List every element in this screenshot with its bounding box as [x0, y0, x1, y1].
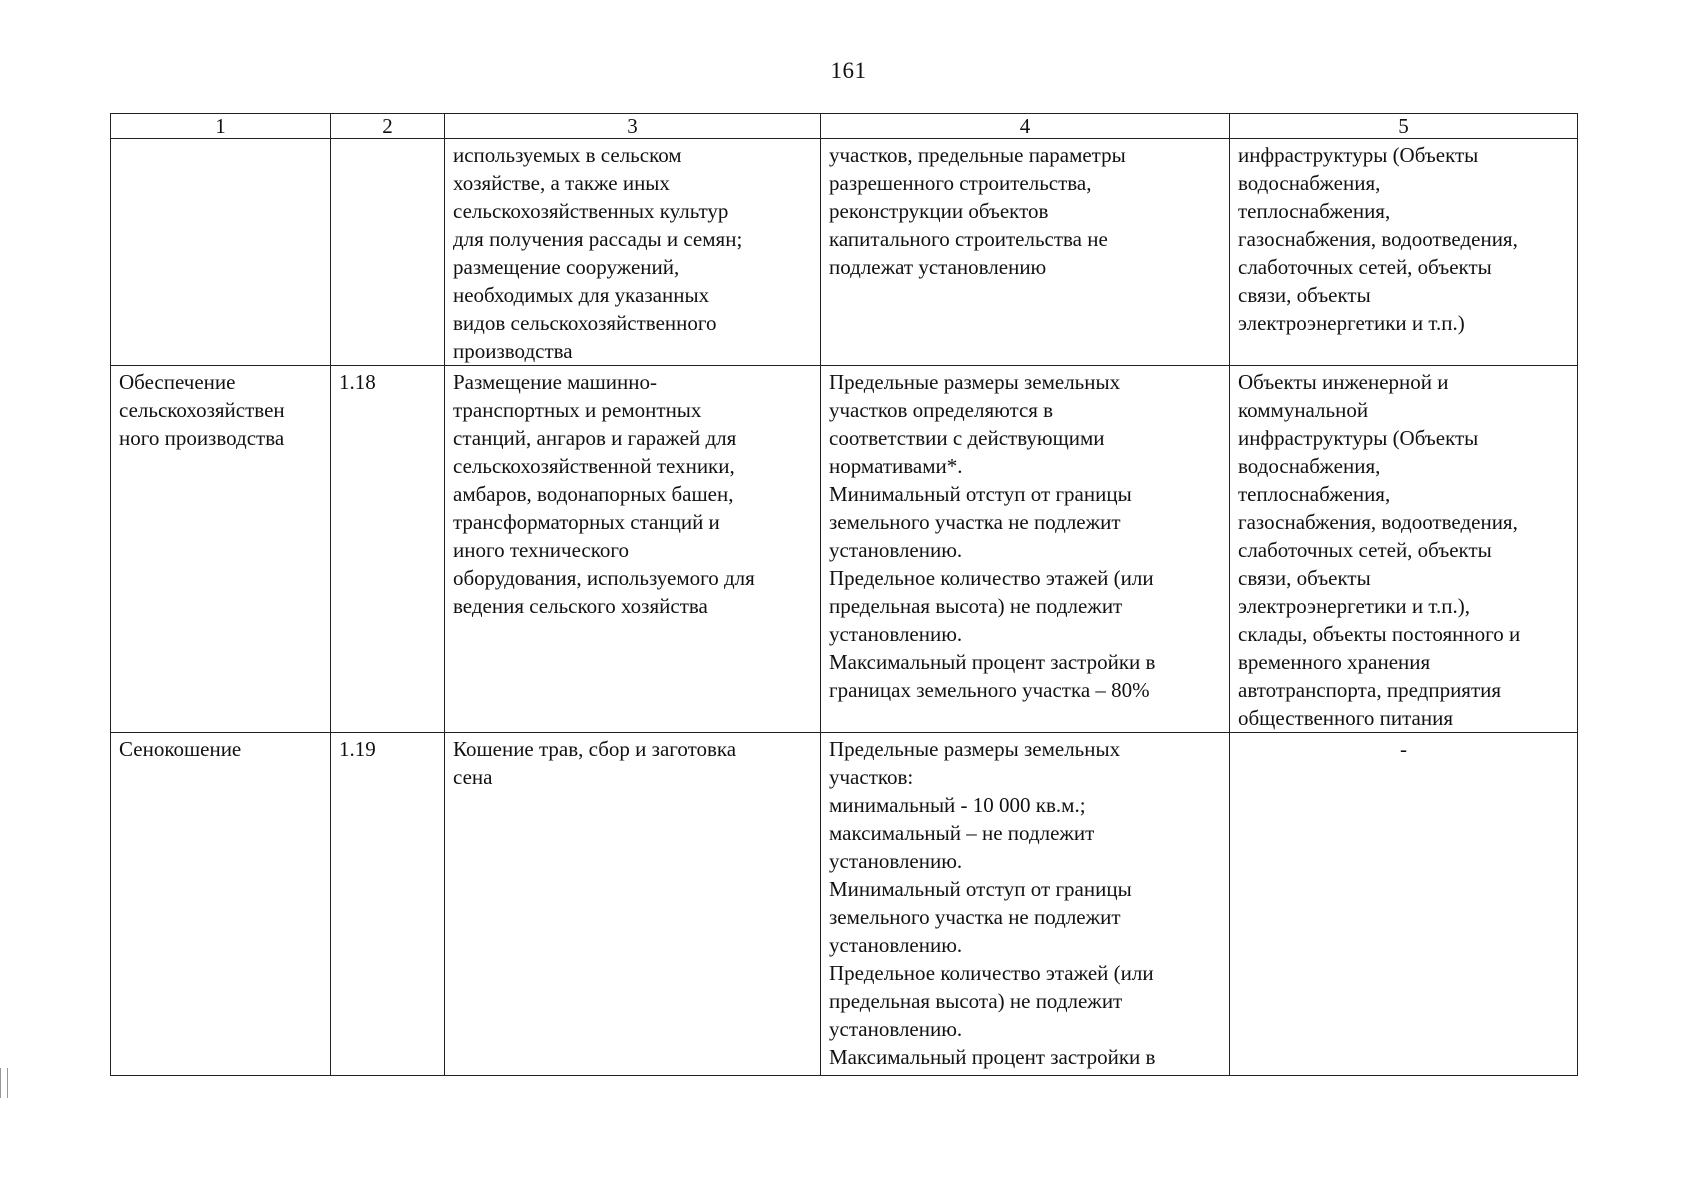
table-row: [111, 366, 1578, 733]
column-header-5: 5: [1230, 114, 1578, 139]
land-use-code-cell: 1.18: [331, 366, 445, 733]
column-header-2: 2: [331, 114, 445, 139]
table-row: [111, 733, 1578, 1076]
column-header-1: 1: [111, 114, 331, 139]
zoning-table: [110, 113, 1578, 1076]
parameters-cell: Предельные размеры земельных участков определяются в соответствии с действующими нормативами*. Минимальный отступ от границы земельного участка не подлежит установлению. Предельное количество этажей (или предельная высота) не подлежит установлению. Максимальный процент застройки в границах земельного участка – 80%: [821, 366, 1230, 733]
auxiliary-uses-cell: -: [1230, 733, 1578, 1076]
land-use-name-cell: [111, 139, 331, 366]
description-cell: Размещение машинно- транспортных и ремонтных станций, ангаров и гаражей для сельскохозяйственной техники, амбаров, водонапорных башен, трансформаторных станций и иного технического оборудования, используемого для ведения сельского хозяйства: [445, 366, 821, 733]
auxiliary-uses-cell: Объекты инженерной и коммунальной инфраструктуры (Объекты водоснабжения, теплоснабжения, газоснабжения, водоотведения, слаботочных сетей, объекты связи, объекты электроэнергетики и т.п.), склады, объекты постоянного и временного хранения автотранспорта, предприятия общественного питания: [1230, 366, 1578, 733]
land-use-name-cell: Сенокошение: [111, 733, 331, 1076]
column-header-3: 3: [445, 114, 821, 139]
parameters-cell: Предельные размеры земельных участков: минимальный - 10 000 кв.м.; максимальный – не подлежит установлению. Минимальный отступ от границы земельного участка не подлежит установлению. Предельное количество этажей (или предельная высота) не подлежит установлению. Максимальный процент застройки в: [821, 733, 1230, 1076]
land-use-name-cell: Обеспечение сельскохозяйствен ного производства: [111, 366, 331, 733]
page-number: 161: [830, 58, 867, 83]
column-header-4: 4: [821, 114, 1230, 139]
table-row: [111, 139, 1578, 366]
parameters-cell: участков, предельные параметры разрешенного строительства, реконструкции объектов капитального строительства не подлежат установлению: [821, 139, 1230, 366]
auxiliary-uses-cell: инфраструктуры (Объекты водоснабжения, теплоснабжения, газоснабжения, водоотведения, слаботочных сетей, объекты связи, объекты электроэнергетики и т.п.): [1230, 139, 1578, 366]
land-use-code-cell: [331, 139, 445, 366]
scan-edge-mark: [0, 1068, 8, 1098]
description-cell: Кошение трав, сбор и заготовка сена: [445, 733, 821, 1076]
land-use-code-cell: 1.19: [331, 733, 445, 1076]
table-header-row: [111, 114, 1578, 139]
description-cell: используемых в сельском хозяйстве, а также иных сельскохозяйственных культур для получения рассады и семян; размещение сооружений, необходимых для указанных видов сельскохозяйственного производства: [445, 139, 821, 366]
